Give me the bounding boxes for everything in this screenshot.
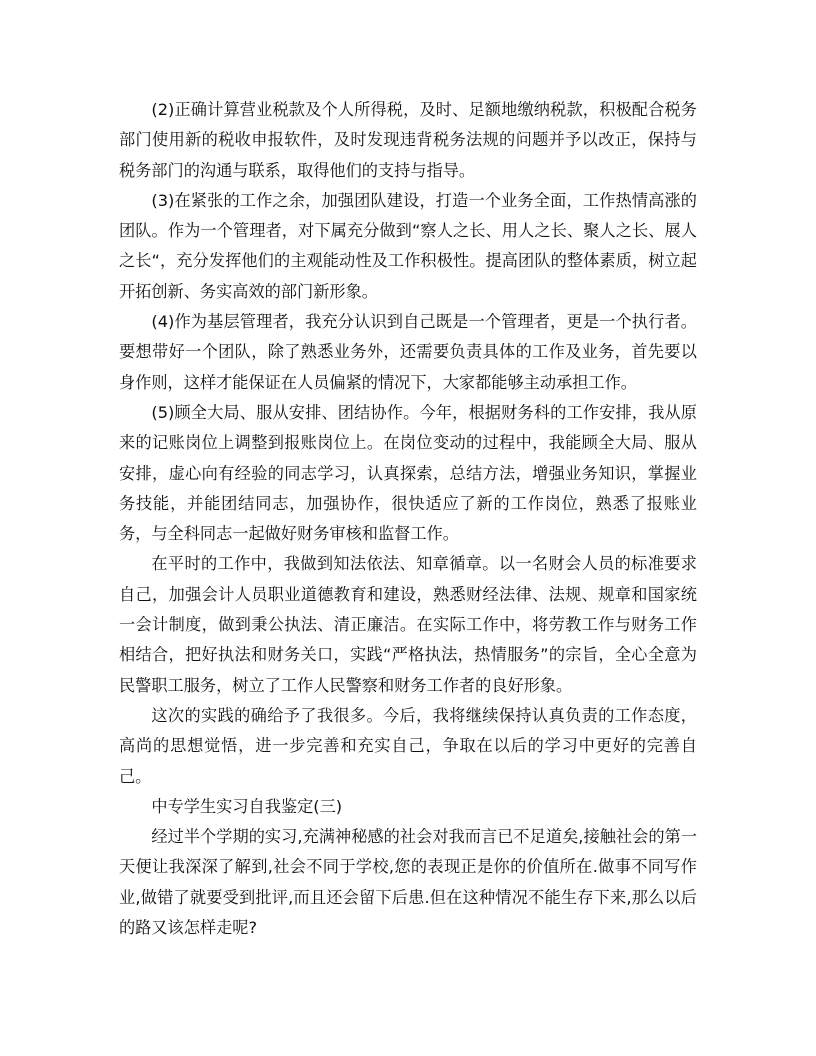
paragraph-daily-work: 在平时的工作中，我做到知法依法、知章循章。以一名财会人员的标准要求自己，加强会计人员职业道德教育和建设，熟悉财经法律、法规、规章和国家统一会计制度，做到秉公执法、清正廉洁。在实际工作中，将劳教工作与财务工作相结合，把好执法和财务关口，实践“严格执法，热情服务”的宗旨，全心全意为民警职工服务，树立了工作人民警察和财务工作者的良好形象。	[119, 554, 697, 695]
section-heading: 中专学生实习自我鉴定(三)	[151, 796, 343, 816]
paragraph-cooperation-item-5: (5)顾全大局、服从安排、团结协作。今年，根据财务科的工作安排，我从原来的记账岗位上调整到报账岗位上。在岗位变动的过程中，我能顾全大局、服从安排，虚心向有经验的同志学习，认真探索，总结方法，增强业务知识，掌握业务技能，并能团结同志，加强协作，很快适应了新的工作岗位，熟悉了报账业务，与全科同志一起做好财务审核和监督工作。	[119, 402, 697, 544]
paragraph-team-item-3: (3)在紧张的工作之余，加强团队建设，打造一个业务全面，工作热情高涨的团队。作为一个管理者，对下属充分做到“察人之长、用人之长、聚人之长、展人之长“，充分发挥他们的主观能动性及工作积极性。提高团队的整体素质，树立起开拓创新、务实高效的部门新形象。	[119, 190, 697, 301]
document-body	[119, 95, 697, 943]
paragraph-tax-item-2: (2)正确计算营业税款及个人所得税，及时、足额地缴纳税款，积极配合税务部门使用新的税收申报软件，及时发现违背税务法规的问题并予以改正，保持与税务部门的沟通与联系，取得他们的支持与指导。	[119, 100, 697, 180]
paragraph-manager-item-4: (4)作为基层管理者，我充分认识到自己既是一个管理者，更是一个执行者。要想带好一个团队，除了熟悉业务外，还需要负责具体的工作及业务，首先要以身作则，这样才能保证在人员偏紧的情况下，大家都能够主动承担工作。	[119, 312, 697, 392]
paragraph-conclusion: 这次的实践的确给予了我很多。今后，我将继续保持认真负责的工作态度，高尚的思想觉悟，进一步完善和充实自己，争取在以后的学习中更好的完善自己。	[119, 705, 697, 786]
paragraph-internship-reflection: 经过半个学期的实习,充满神秘感的社会对我而言已不足道矣,接触社会的第一天便让我深深了解到,社会不同于学校,您的表现正是你的价值所在.做事不同写作业,做错了就要受到批评,而且还会留下后患.但在这种情况不能生存下来,那么以后的路又该怎样走呢?	[119, 827, 697, 938]
